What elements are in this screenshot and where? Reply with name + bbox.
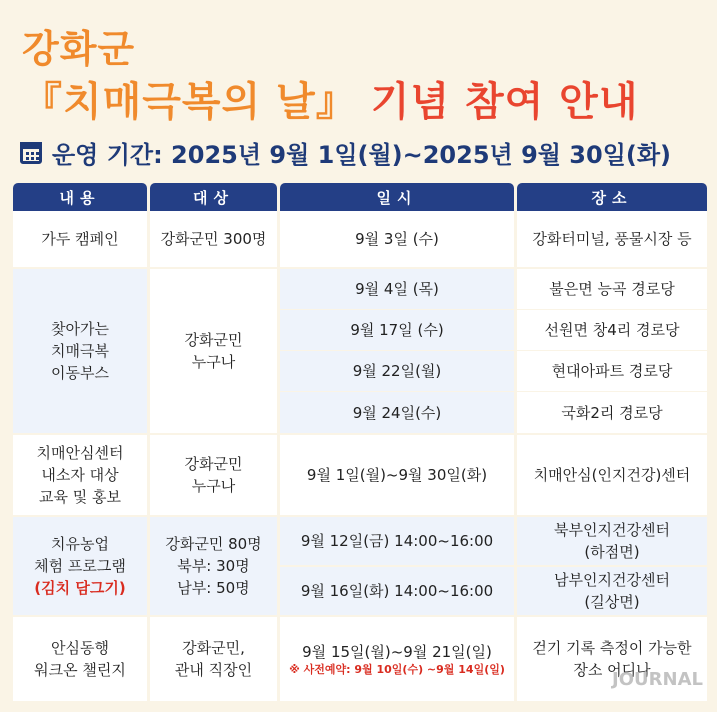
row2-date-2: 9월 17일 (수) [280, 310, 514, 350]
header-content: 내용 [13, 183, 147, 211]
row3-date: 9월 1일(월)~9월 30일(화) [280, 435, 514, 515]
row5-content: 안심동행 워크온 챌린지 [13, 617, 147, 701]
row4-content: 치유농업 체험 프로그램 (김치 담그기) [13, 517, 147, 615]
title-line-2 [22, 70, 638, 127]
row4-place-1: 북부인지건강센터 (하점면) [517, 517, 707, 565]
row3-content: 치매안심센터 내소자 대상 교육 및 홍보 [13, 435, 147, 515]
title-subtitle: 기념 참여 안내 [370, 79, 639, 125]
row2-place-4: 국화2리 경로당 [517, 392, 707, 433]
row1-content: 가두 캠페인 [13, 211, 147, 267]
title-event-name: 『치매극복의 날』 [22, 79, 357, 125]
title-line-1: 강화군 [22, 27, 136, 71]
row4-target: 강화군민 80명 북부: 30명 남부: 50명 [150, 517, 277, 615]
watermark: JOURNAL [612, 669, 703, 690]
reservation-note: ※ 사전예약: 9월 10일(수) ~9월 14일(일) [289, 663, 505, 676]
row3-target: 강화군민 누구나 [150, 435, 277, 515]
operating-period [20, 135, 671, 170]
row2-target: 강화군민 누구나 [150, 269, 277, 433]
header-date: 일시 [280, 183, 514, 211]
row4-date-2: 9월 16일(화) 14:00~16:00 [280, 567, 514, 615]
row3-place: 치매안심(인지건강)센터 [517, 435, 707, 515]
row2-place-3: 현대아파트 경로당 [517, 351, 707, 391]
row2-place-2: 선원면 창4리 경로당 [517, 310, 707, 350]
calendar-icon [20, 142, 42, 164]
period-text: 운영 기간: 2025년 9월 1일(월)~2025년 9월 30일(화) [52, 141, 672, 169]
row4-date-1: 9월 12일(금) 14:00~16:00 [280, 517, 514, 565]
row2-date-3: 9월 22일(월) [280, 351, 514, 391]
row4-highlight: (김치 담그기) [34, 579, 126, 597]
row1-date: 9월 3일 (수) [280, 211, 514, 267]
row2-place-1: 불은면 능곡 경로당 [517, 269, 707, 309]
row4-place-2: 남부인지건강센터 (길상면) [517, 567, 707, 615]
header-target: 대상 [150, 183, 277, 211]
row5-date: 9월 15일(월)~9월 21일(일) ※ 사전예약: 9월 10일(수) ~9월 14일(일) [280, 617, 514, 701]
row1-target: 강화군민 300명 [150, 211, 277, 267]
row2-date-1: 9월 4일 (목) [280, 269, 514, 309]
row1-place: 강화터미널, 풍물시장 등 [517, 211, 707, 267]
header-place: 장소 [517, 183, 707, 211]
row2-content: 찾아가는 치매극복 이동부스 [13, 269, 147, 433]
row5-place: 걷기 기록 측정이 가능한 장소 어디나 [517, 617, 707, 701]
row5-target: 강화군민, 관내 직장인 [150, 617, 277, 701]
row2-date-4: 9월 24일(수) [280, 392, 514, 433]
